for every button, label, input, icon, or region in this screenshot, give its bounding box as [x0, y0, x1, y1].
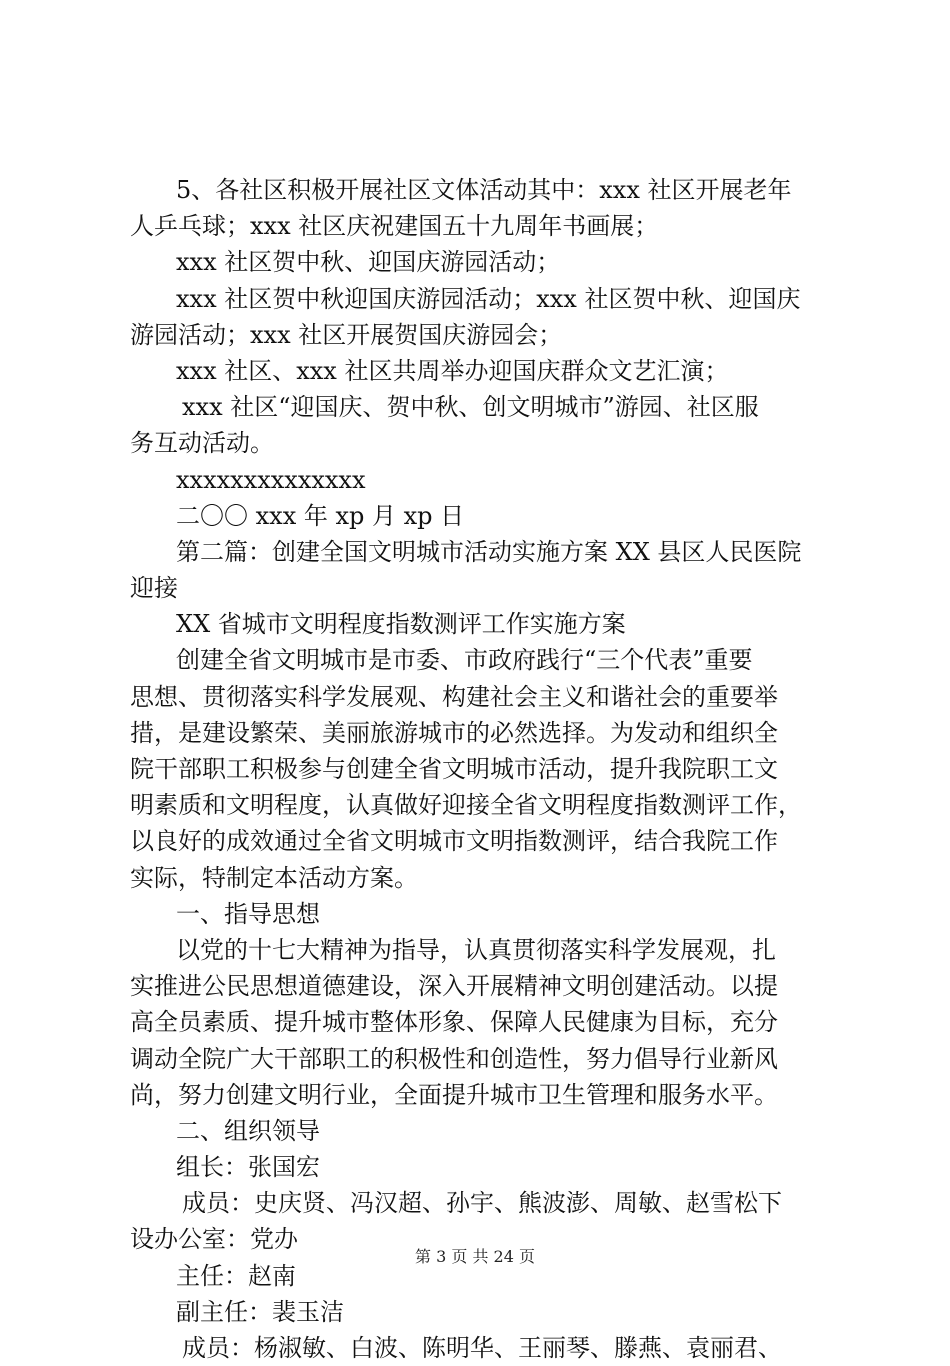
- page-number: 第 3 页 共 24 页: [415, 1247, 535, 1266]
- page-footer: [0, 1244, 950, 1267]
- text-line: 实推进公民思想道德建设，深入开展精神文明创建活动。以提: [130, 972, 778, 1001]
- text-line: 以良好的成效通过全省文明城市文明指数测评，结合我院工作: [130, 827, 778, 856]
- text-line: 组长：张国宏: [176, 1153, 320, 1182]
- date-line: 二〇〇 xxx 年 xp 月 xp 日: [176, 501, 465, 530]
- text-line: 措，是建设繁荣、美丽旅游城市的必然选择。为发动和组织全: [130, 718, 778, 747]
- text-line: 成员：史庆贤、冯汉超、孙宇、熊波澎、周敏、赵雪松下: [182, 1189, 782, 1218]
- text-line: 高全员素质、提升城市整体形象、保障人民健康为目标，充分: [130, 1008, 778, 1037]
- text-line: xxx 社区贺中秋迎国庆游园活动；xxx 社区贺中秋、迎国庆: [176, 284, 801, 313]
- text-line: 游园活动；xxx 社区开展贺国庆游园会；: [130, 320, 563, 349]
- section-heading: 第二篇：创建全国文明城市活动实施方案 XX 县区人民医院: [176, 537, 802, 566]
- section-heading: 二、组织领导: [176, 1116, 320, 1145]
- text-line: 5、各社区积极开展社区文体活动其中：xxx 社区开展老年: [176, 176, 792, 204]
- text-line: 副主任：裴玉洁: [176, 1297, 344, 1326]
- text-line: 院干部职工积极参与创建全省文明城市活动，提升我院职工文: [130, 755, 778, 783]
- text-line: 务互动活动。: [130, 429, 274, 458]
- text-line: 创建全省文明城市是市委、市政府践行“三个代表”重要: [176, 646, 753, 675]
- text-line: 人乒乓球；xxx 社区庆祝建国五十九周年书画展；: [130, 212, 659, 241]
- text-line: 迎接: [130, 574, 178, 603]
- text-line: 思想、贯彻落实科学发展观、构建社会主义和谐社会的重要举: [130, 682, 778, 711]
- doc-title: XX 省城市文明程度指数测评工作实施方案: [176, 610, 626, 639]
- section-heading: 一、指导思想: [176, 899, 320, 928]
- text-line: 成员：杨淑敏、白波、陈明华、王丽琴、滕燕、袁丽君、: [182, 1334, 782, 1362]
- text-line: 主任：赵南: [176, 1261, 296, 1290]
- text-line: 设办公室：党办: [130, 1225, 298, 1254]
- text-line: 以党的十七大精神为指导，认真贯彻落实科学发展观，扎: [176, 935, 776, 964]
- text-line: xxx 社区“迎国庆、贺中秋、创文明城市”游园、社区服: [182, 393, 759, 422]
- text-line: xxx 社区贺中秋、迎国庆游园活动；: [176, 248, 561, 277]
- text-line: xxxxxxxxxxxxxx: [176, 465, 366, 494]
- text-line: 调动全院广大干部职工的积极性和创造性，努力倡导行业新风: [130, 1044, 778, 1073]
- text-line: 明素质和文明程度，认真做好迎接全省文明程度指数测评工作，: [130, 791, 802, 820]
- text-line: 实际，特制定本活动方案。: [130, 863, 418, 892]
- document-body: [130, 172, 830, 1366]
- text-line: 尚，努力创建文明行业，全面提升城市卫生管理和服务水平。: [130, 1080, 778, 1109]
- text-line: xxx 社区、xxx 社区共周举办迎国庆群众文艺汇演；: [176, 356, 729, 385]
